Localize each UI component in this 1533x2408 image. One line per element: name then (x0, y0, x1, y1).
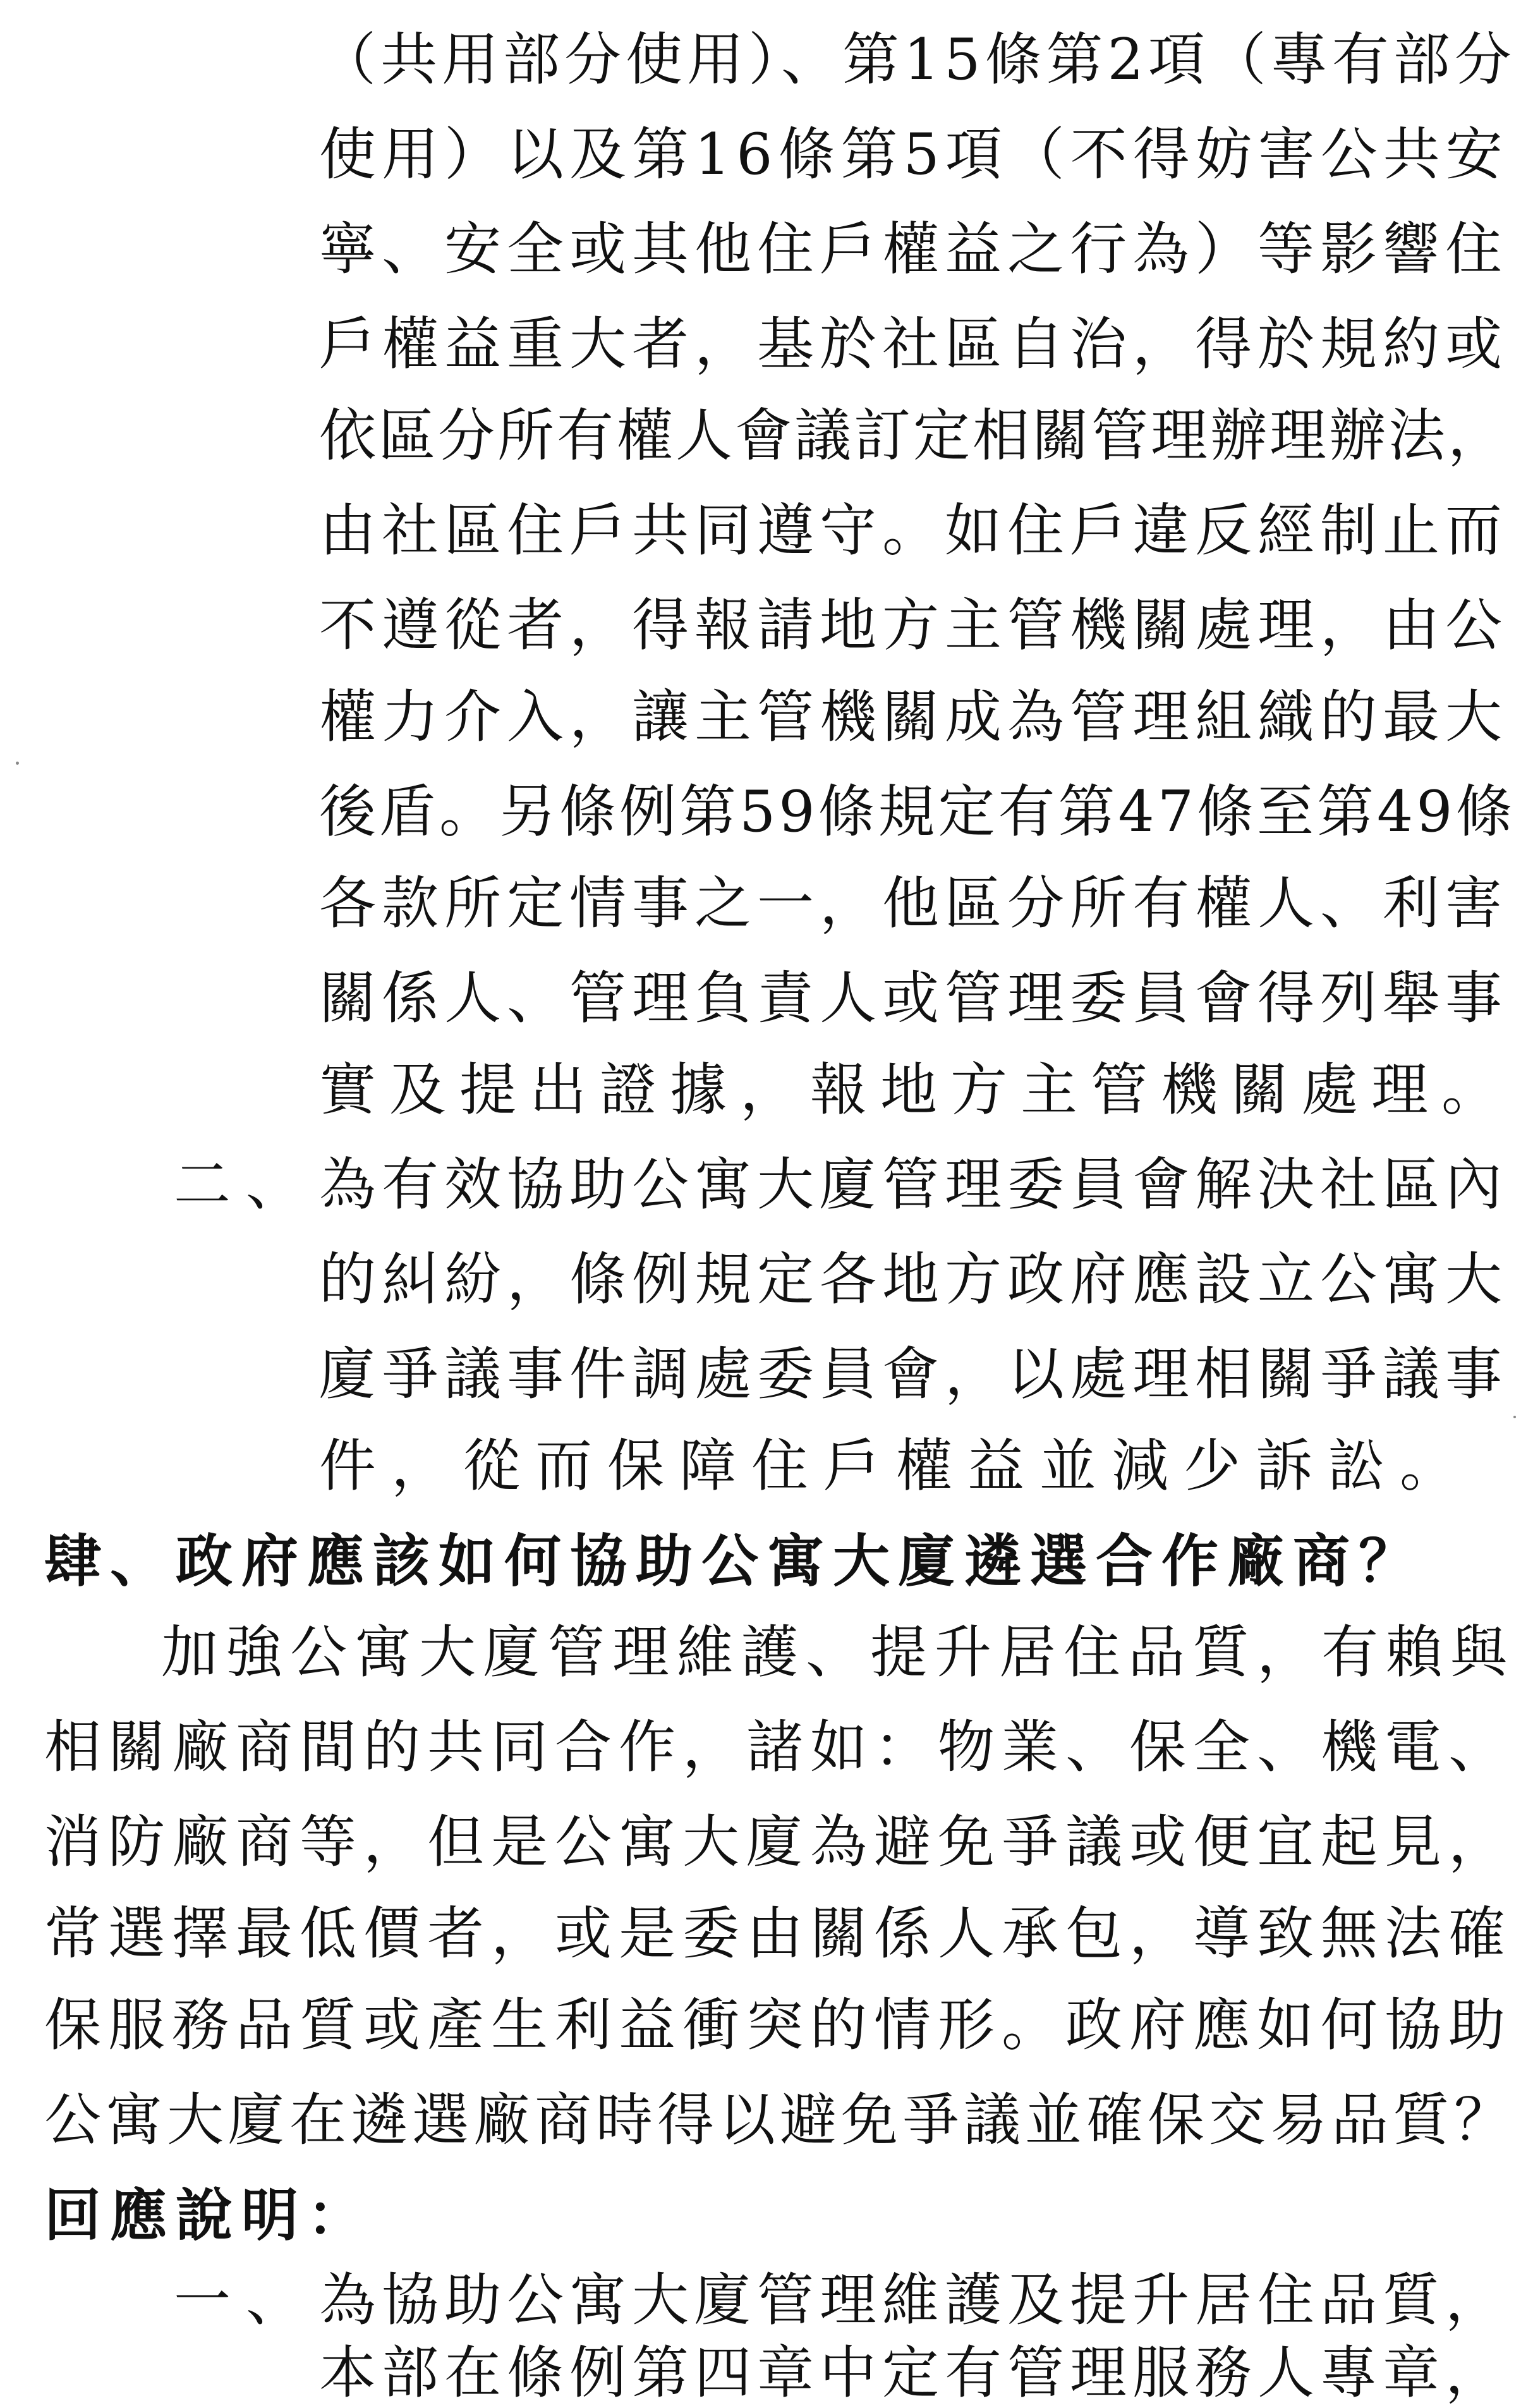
response-heading: 回應說明： (44, 2182, 373, 2249)
paragraph-line: 後盾。另條例第59條規定有第47條至第49條 (319, 779, 1516, 845)
list-item-line: 本部在條例第四章中定有管理服務人專章， (319, 2340, 1508, 2406)
paragraph-line: 由社區住戶共同遵守。如住戶違反經制止而 (319, 497, 1508, 564)
paragraph-line: 實及提出證據，報地方主管機關處理。 (319, 1057, 1512, 1123)
list-item-line: 件，從而保障住戶權益並減少訴訟。 (319, 1433, 1472, 1499)
paragraph-line: 加強公寓大廈管理維護、提升居住品質，有賴與 (161, 1619, 1515, 1686)
paragraph-line: 保服務品質或產生利益衝突的情形。政府應如何協助 (44, 1992, 1512, 2058)
list-marker: 二、 (174, 1152, 318, 1218)
paragraph-line: （共用部分使用）、第15條第2項（專有部分 (319, 27, 1516, 93)
list-item-line: 的糾紛，條例規定各地方政府應設立公寓大 (319, 1246, 1508, 1313)
paragraph-line: 依區分所有權人會議訂定相關管理辦理辦法， (319, 403, 1507, 469)
scan-speck (16, 762, 19, 765)
paragraph-line: 權力介入，讓主管機關成為管理組織的最大 (319, 684, 1508, 750)
paragraph-line: 消防廠商等，但是公寓大廈為避免爭議或便宜起見， (44, 1809, 1512, 1875)
list-item-line: 為協助公寓大廈管理維護及提升居住品質， (319, 2267, 1508, 2333)
list-item-line: 廈爭議事件調處委員會，以處理相關爭議事 (319, 1341, 1508, 1408)
paragraph-line: 不遵從者，得報請地方主管機關處理，由公 (319, 592, 1508, 659)
paragraph-line: 常選擇最低價者，或是委由關係人承包，導致無法確 (44, 1900, 1512, 1967)
list-marker: 一、 (174, 2267, 318, 2333)
section-heading: 肆、政府應該如何協助公寓大廈遴選合作廠商？ (44, 1528, 1424, 1595)
paragraph-line: 寧、安全或其他住戶權益之行為）等影響住 (319, 216, 1508, 283)
paragraph-line: 公寓大廈在遴選廠商時得以避免爭議並確保交易品質？ (44, 2087, 1515, 2153)
paragraph-line: 各款所定情事之一，他區分所有權人、利害 (319, 870, 1508, 937)
paragraph-line: 使用）以及第16條第5項（不得妨害公共安 (319, 121, 1508, 188)
paragraph-line: 關係人、管理負責人或管理委員會得列舉事 (319, 965, 1508, 1031)
paragraph-line: 相關廠商間的共同合作，諸如：物業、保全、機電、 (44, 1714, 1512, 1780)
scan-speck (1513, 1416, 1516, 1418)
list-item-line: 為有效協助公寓大廈管理委員會解決社區內 (319, 1152, 1508, 1218)
paragraph-line: 戶權益重大者，基於社區自治，得於規約或 (319, 311, 1508, 377)
